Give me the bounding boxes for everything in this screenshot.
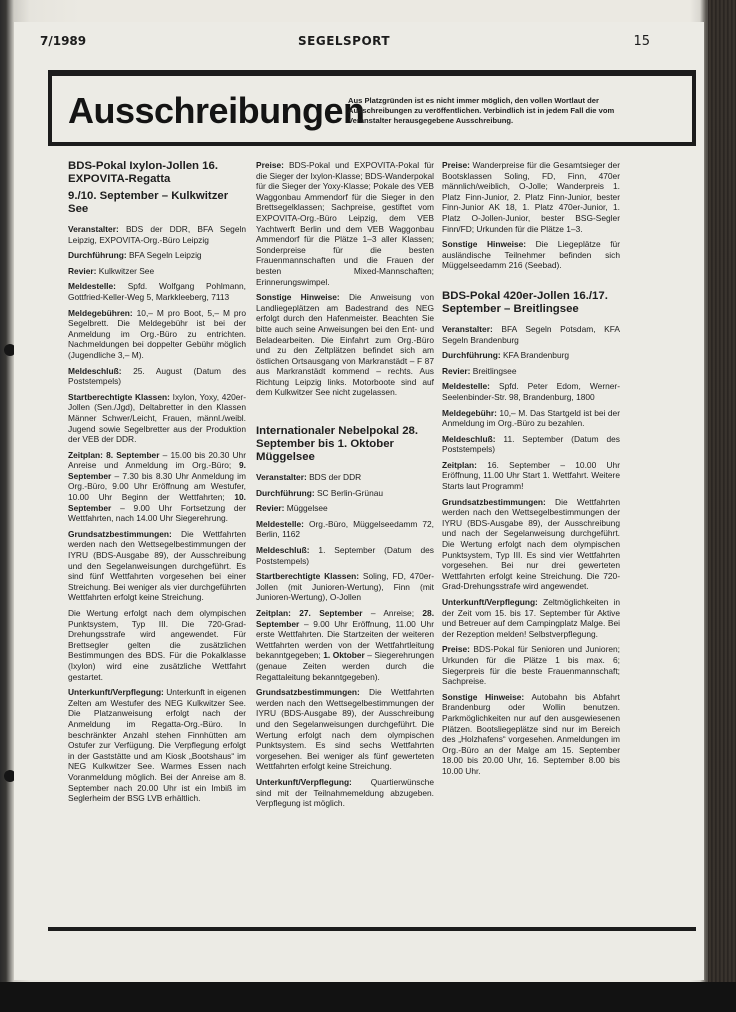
article1-veranstalter (68, 224, 246, 245)
column-3 (442, 160, 620, 782)
article2-durchfuehrung (256, 488, 434, 499)
label: Meldeschluß: (256, 545, 310, 556)
section-intro: Aus Platzgründen ist es nicht immer möglich, den vollen Wortlaut der Ausschreibungen zu veröffentlichen. Verbindlich ist in jedem Fall die vom Veranstalter herausgegebene Ausschreibung. (348, 96, 615, 125)
value: Quartierwünsche sind mit der Teilnahmemeldung abzugeben. Verpflegung ist möglich. (256, 776, 434, 809)
date: 9. September (68, 460, 247, 481)
header-frame-right (692, 76, 696, 146)
label: Sonstige Hinweise: (256, 292, 340, 303)
date: 1. Oktober (323, 650, 365, 661)
date: 10. September (68, 492, 246, 513)
date: 27. September (299, 608, 363, 618)
label: Zeitplan: (256, 608, 291, 618)
label: Durchführung: (442, 350, 501, 361)
label: Preise: (442, 160, 470, 170)
value: Unterkunft in eigenen Zelten am Westufer des NEG Kulkwitzer See. Die Platzanweisung erfolgt nach der Anmeldung im Regatta-Org.-Büro. In beschränkter Anzahl stehen Finnhütten am Ostufer zur Verfügung. Die Verpflegung erfolgt in der Gaststätte und am Kiosk „Bootshaus“ im NEG Kulkwitzer See. Warmes Essen nach Voranmeldung möglich. Bei der Anreise am 8. September nach 20.00 Uhr ist ein Imbiß im Seglerheim der BSG LVB erhältlich. (68, 687, 246, 804)
article1-unterkunft (68, 687, 246, 804)
label: Veranstalter: (68, 224, 119, 234)
value: Die Anweisung von Landliegeplätzen am Badestrand des NEG erfolgt durch den Hafenmeister. Beachten Sie bitte auch seine Anweisungen bei den Ent- und Beladearbeiten. Die Einfahrt zum Org.-Büro und zu den Zeltplätzen befindet sich am östlichen Ortsausgang von Markranstädt – F 87 aus Markranstädt kommend – rechts. Aus Richtung Leipzig links. Motorboote sind auf dem Kulkwitzer See nicht zugelassen. (256, 292, 435, 398)
value: BDS der DDR, BFA Segeln Leipzig, EXPOVITA-Org.-Büro Leipzig (68, 224, 246, 245)
value: Die Wettfahrten werden nach den Wettsegelbestimmungen der IYRU (BDS-Ausgabe 89), der Ausschreibung und den Segelanweisungen durchgeführt. Es sind fünf Wettfahrten vorgesehen bei einer Streichung. Bei weniger als vier durchgeführten Wettfahrten erfolgt keine Streichung. (68, 528, 246, 603)
value: Soling, FD, 470er-Jollen (mit Junioren-Wertung), Finn (mit Junioren-Wertung), O-Jollen (256, 571, 435, 603)
article1-startberechtigte (68, 392, 246, 445)
label: Revier: (256, 503, 285, 514)
label: Sonstige Hinweise: (442, 239, 527, 250)
label: Meldestelle: (256, 518, 304, 529)
label: Unterkunft/Verpflegung: (68, 687, 164, 698)
article1-wertung: Die Wertung erfolgt nach dem olympischen Punktsystem, Typ III. Die 720-Grad-Drehungsstrafe wird angewendet. Für Brettsegler gelten die zusätzlichen Bestimmungen des BDS. Für die Pokalklasse (Ixylon) wird eine zusätzliche Wettfahrt gestartet. (68, 608, 246, 682)
running-head (40, 34, 650, 52)
label: Grundsatzbestimmungen: (442, 496, 546, 507)
article3-title: BDS-Pokal 420er-Jollen 16./17. September – Breitlingsee (442, 289, 608, 315)
value: Die Liegeplätze für ausländische Teilnehmer befinden sich Müggelseedamm 216 (Seebad). (442, 239, 620, 271)
label: Grundsatzbestimmungen: (256, 687, 360, 698)
book-page-edges (708, 0, 736, 990)
article3-durchfuehrung (442, 350, 620, 361)
article3-zeitplan (442, 460, 620, 492)
article3-meldestelle (442, 381, 620, 402)
article1-grundsatz (68, 529, 246, 603)
value: Spfd. Peter Edom, Werner-Seelenbinder-Str. 98, Brandenburg, 1800 (442, 381, 620, 402)
value: BDS der DDR (309, 472, 362, 483)
article1-revier (68, 266, 246, 277)
article3-meldegebuehr (442, 408, 620, 429)
spacer (256, 403, 434, 425)
article1-subtitle: 9./10. September – Kulkwitzer See (68, 190, 229, 215)
value: Org.-Büro, Müggelseedamm 72, Berlin, 1162 (256, 518, 434, 540)
label: Meldeschluß: (442, 433, 496, 444)
label: Meldestelle: (442, 381, 490, 392)
article1-preise (256, 160, 434, 287)
scan-bottom-shadow (0, 982, 736, 1012)
label: Meldestelle: (68, 281, 116, 292)
article2-startberechtigte (256, 571, 434, 603)
value: 16. September – 10.00 Uhr Eröffnung, 11.00 Uhr Start 1. Wettfahrt. Weitere Starts laut Programm! (442, 459, 621, 492)
date: 28. September (256, 608, 435, 629)
spacer (442, 276, 620, 290)
value: Die Wettfahrten werden nach den Wettsegelbestimmungen der IYRU (BDS-Ausgabe 89), der Ausschreibung und den Segelanweisungen durchgeführt. Die Wertung erfolgt nach dem olympischen Punktsystem. Es sind sechs Wettfahrten vorgesehen. Bei weniger als fünf gewerteten Wettfahrten erfolgt keine Streichung. (256, 687, 434, 772)
value: – 9.00 Uhr Eröffnung, 11.00 Uhr erste Wettfahrten. Die Startzeiten der weiteren Wettfahrten werden von der Wettfahrtleitung bekanntgegeben; (256, 618, 434, 661)
label: Veranstalter: (442, 323, 493, 334)
article1-zeitplan (68, 450, 246, 524)
label: Grundsatzbestimmungen: (68, 528, 172, 539)
value: Wanderpreise für die Gesamtsieger der Bootsklassen Soling, FD, Finn, 470er männlich/weiblich, O-Jolle; Wanderpreis 1. Platz Finn-Junior, 2. Platz Finn-Junior, bester Finn-Junior AK 18, 1. Platz 470er-Junior, 1. Platz O-Jollen-Junior, bester BSG-Segler Finn/FD; Urkunden für die Plätze 1–3. (442, 160, 620, 234)
label: Meldegebühren: (68, 307, 133, 318)
label: Preise: (256, 160, 284, 170)
label: Veranstalter: (256, 472, 307, 483)
value: BDS-Pokal und EXPOVITA-Pokal für die Sieger der Ixylon-Klasse; BDS-Wanderpokal für die Sieger der Yoxy-Klasse; Pokale des VEB Waggonbau Ammendorf für die Sieger in den Brettsegelklassen; Sachpreise, gestiftet vom EXPOVITA-Org.-Büro Leipzig, dem VEB Yachtwerft Berlin und dem VEB Waggonbau Ammendorf für die Plätze 1–3 aller Klassen; Sonderpreise für die besten Frauenmannschaften und die Frauen der besten Mixed-Mannschaften; Erinnerungswimpel. (256, 160, 434, 287)
article2-title: Internationaler Nebelpokal 28. September bis 1. Oktober Müggelsee (256, 425, 419, 464)
article3-revier (442, 366, 620, 377)
article2-sonstige (442, 239, 620, 271)
header-frame-left (48, 76, 52, 146)
value: – Siegerehrungen (genaue Zeiten werden durch die Regattaleitung bekanntgegeben). (256, 650, 435, 682)
value: Breitlingsee (472, 365, 517, 376)
value: Ixylon, Yoxy, 420er-Jollen (Sen./Jgd), Deltabretter in den Klassen Männer Schwer/Leicht, Frauen, männl./weibl. Jugend sowie Segelbretter aus der Produktion der VEB der DDR. (68, 391, 247, 445)
article1-meldeschluss (68, 366, 246, 387)
label: Meldegebühr: (442, 407, 497, 418)
magazine-name: SEGELSPORT (298, 34, 391, 48)
article1-sonstige (256, 292, 434, 398)
label: Meldeschluß: (68, 365, 122, 376)
label: Unterkunft/Verpflegung: (442, 597, 538, 607)
date: 8. September (106, 449, 160, 460)
label: Startberechtigte Klassen: (68, 391, 170, 402)
label: Revier: (68, 265, 97, 276)
article2-veranstalter (256, 472, 434, 483)
value: SC Berlin-Grünau (316, 487, 384, 498)
label: Startberechtigte Klassen: (256, 571, 360, 582)
issue-number: 7/1989 (40, 34, 87, 48)
label: Sonstige Hinweise: (442, 691, 525, 702)
value: 1. September (Datum des Poststempels) (256, 545, 434, 566)
value: Die Wettfahrten werden nach den Wettsegelbestimmungen der IYRU (BDS-Ausgabe 89), der Ausschreibung und nach der Segelanweisung durchgeführt. Die Wertung erfolgt nach dem olympischen Punktsystem, Typ III. Es sind vier Wettfahrten vorgesehen. Bei nur drei gewerteten Wettfahrten erfolgt keine Streichung. Die 720-Grad-Drehungsstrafe wird angewendet. (442, 496, 620, 592)
label: Preise: (442, 644, 470, 655)
label: Zeitplan: (68, 449, 103, 460)
header-frame-top (48, 70, 696, 76)
value: Spfd. Wolfgang Pohlmann, Gottfried-Keller-Weg 5, Markkleeberg, 7113 (68, 281, 247, 302)
article3-sonstige (442, 692, 620, 777)
value: – Anreise; (370, 608, 415, 618)
header-frame-bottom (48, 142, 696, 146)
label: Durchführung: (68, 250, 127, 261)
value: BDS-Pokal für Senioren und Junioren; Urkunden für die Plätze 1 bis max. 6; Siegerpreis für die beste Frauenmannschaft; Sachpreise. (442, 644, 620, 687)
value: – 15.00 bis 20.30 Uhr Anreise und Anmeldung im Org.-Büro; (68, 449, 246, 471)
column-2 (256, 160, 434, 814)
column-1 (68, 160, 246, 809)
article2-grundsatz (256, 687, 434, 772)
value: Müggelsee (286, 503, 328, 514)
value: – 9.00 Uhr Fortsetzung der Wettfahrten, nach 14.00 Uhr Siegerehrung. (68, 502, 247, 524)
value: Zeltmöglichkeiten in der Zeit vom 15. bis 17. September für Aktive und Betreuer auf dem Campingplatz Malge. Bei der Rezeption melden! Selbstverpflegung. (442, 597, 621, 639)
page-number: 15 (633, 34, 650, 49)
article2-meldestelle (256, 519, 434, 540)
article1-durchfuehrung (68, 250, 246, 261)
article2-meldeschluss (256, 545, 434, 566)
article1-meldegebuehren (68, 308, 246, 361)
article3-grundsatz (442, 497, 620, 592)
value: 11. September (Datum des Poststempels) (442, 433, 620, 455)
label: Revier: (442, 365, 471, 376)
value: 10,– M. Das Startgeld ist bei der Anmeldung im Org.-Büro zu bezahlen. (442, 407, 621, 429)
label: Unterkunft/Verpflegung: (256, 776, 352, 787)
article2-unterkunft (256, 777, 434, 809)
article3-meldeschluss (442, 434, 620, 455)
value: – 7.30 bis 8.30 Uhr Anmeldung im Org.-Büro, 9.00 Uhr Eröffnung am Westufer, 10.00 Uhr Beginn der Wettfahrten; (68, 470, 246, 503)
value: KFA Brandenburg (502, 350, 570, 361)
section-title: Ausschreibungen (68, 90, 365, 131)
article2-revier (256, 503, 434, 514)
value: 10,– M pro Boot, 5,– M pro Segelbrett. Die Meldegebühr ist bei der Anmeldung im Org.-Büro zu entrichten. Nachmeldungen bei doppelter Gebühr möglich (Jugendliche 3,– M). (68, 307, 246, 360)
article2-preise (442, 160, 620, 234)
magazine-page (14, 22, 704, 980)
article3-veranstalter (442, 324, 620, 345)
value: BFA Segeln Potsdam, KFA Segeln Brandenburg (442, 323, 621, 345)
label: Durchführung: (256, 487, 315, 498)
article1-meldestelle (68, 281, 246, 302)
value: BFA Segeln Leipzig (128, 250, 202, 261)
label: Zeitplan: (442, 459, 477, 470)
value: Kulkwitzer See (98, 265, 155, 276)
value: Autobahn bis Abfahrt Brandenburg oder Wollin benutzen. Parkmöglichkeiten nur auf den ausgewiesenen Plätzen. Bootsliegeplätze sind nur im Bereich des „Holzhafens“ vorgesehen. Anmeldungen im Org.-Büro an der Malge am 15. September 18.00 bis 20.00 Uhr, 16. September 8.00 bis 10.00 Uhr. (442, 691, 620, 776)
article3-preise (442, 644, 620, 686)
article2-zeitplan (256, 608, 434, 682)
bottom-rule (48, 927, 696, 931)
article1-title: BDS-Pokal Ixylon-Jollen 16. EXPOVITA-Regatta (68, 160, 219, 185)
value: 25. August (Datum des Poststempels) (68, 365, 247, 387)
article3-unterkunft (442, 597, 620, 639)
